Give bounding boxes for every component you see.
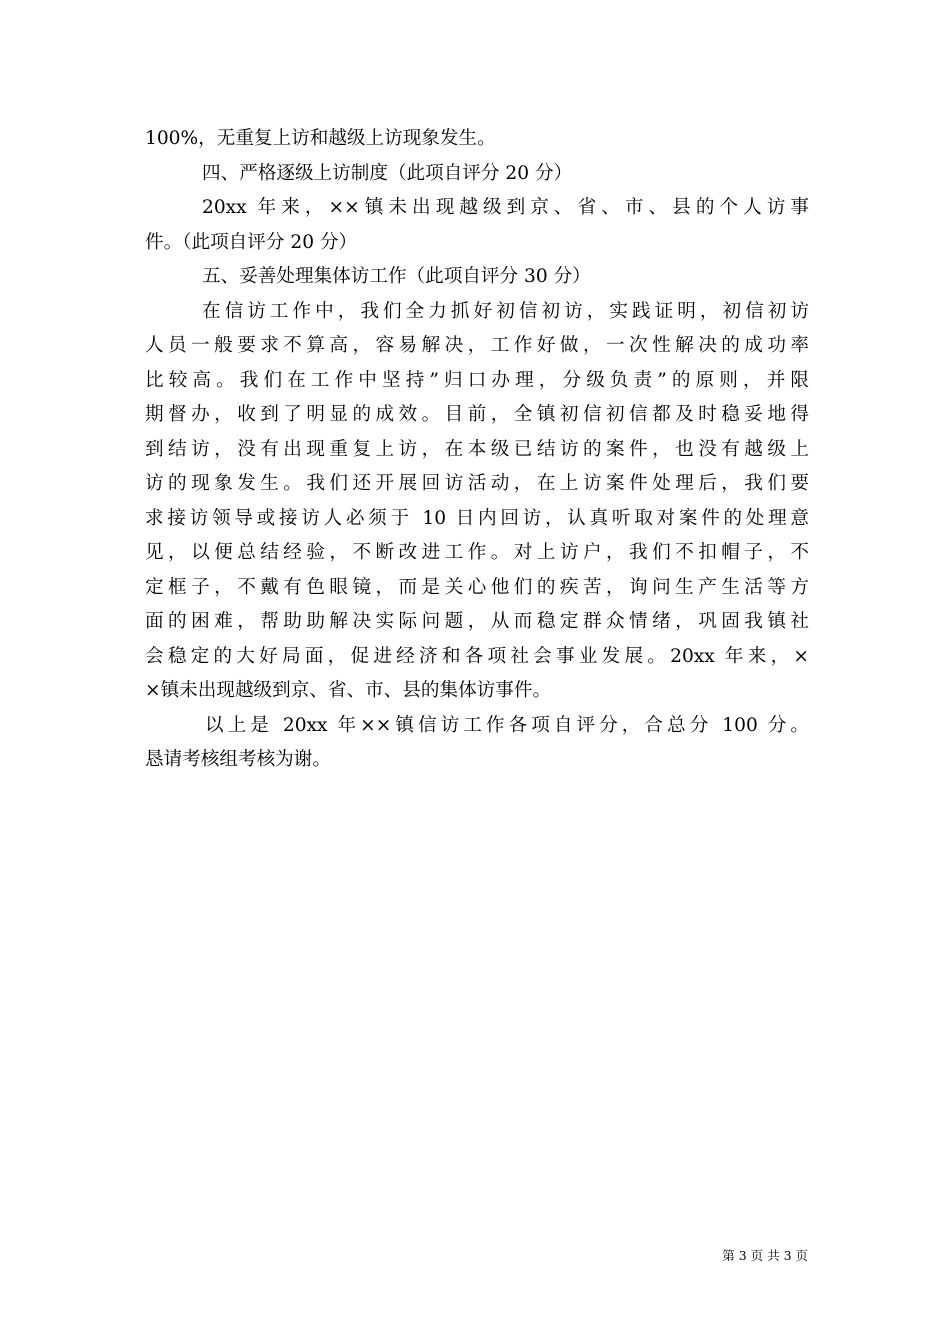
text-line: ×镇未出现越级到京、省、市、县的集体访事件。 xyxy=(145,680,552,701)
text-line: 比较高。我们在工作中坚持”归口办理，分级负责”的原则，并限 xyxy=(145,369,809,391)
text-line: 定框子，不戴有色眼镜，而是关心他们的疾苦，询问生产生活等方 xyxy=(145,576,809,598)
text-line: 件。（此项自评分 20 分） xyxy=(145,231,358,253)
text-line: 人员一般要求不算高，容易解决，工作好做，一次性解决的成功率 xyxy=(145,335,809,356)
text-line: 到结访，没有出现重复上访，在本级已结访的案件，也没有越级上 xyxy=(145,438,809,460)
text-line: 访的现象发生。我们还开展回访活动，在上访案件处理后，我们要 xyxy=(145,473,809,494)
text-line: 求接访领导或接访人必须于 10 日内回访，认真听取对案件的处理意 xyxy=(145,507,809,529)
section-heading: 五、妥善处理集体访工作（此项自评分 30 分） xyxy=(202,266,591,287)
document-body xyxy=(145,122,809,778)
page-number: 第 3 页 共 3 页 xyxy=(722,1248,808,1263)
text-line: 恳请考核组考核为谢。 xyxy=(145,749,331,770)
text-line: 20xx 年来，××镇未出现越级到京、省、市、县的个人访事 xyxy=(202,197,809,218)
text-line: 会稳定的大好局面，促进经济和各项社会事业发展。20xx 年来，× xyxy=(145,645,809,667)
text-line: 面的困难，帮助助解决实际问题，从而稳定群众情绪，巩固我镇社 xyxy=(145,611,809,632)
text-line: 以上是 20xx 年××镇信访工作各项自评分，合总分 100 分。 xyxy=(205,714,809,736)
text-line: 在信访工作中，我们全力抓好初信初访，实践证明，初信初访 xyxy=(202,300,809,322)
section-heading: 四、严格逐级上访制度（此项自评分 20 分） xyxy=(202,162,573,184)
text-line: 期督办，收到了明显的成效。目前，全镇初信初信都及时稳妥地得 xyxy=(145,404,809,425)
text-line: 见，以便总结经验，不断改进工作。对上访户，我们不扣帽子，不 xyxy=(145,542,809,563)
text-line: 100%，无重复上访和越级上访现象发生。 xyxy=(145,128,496,149)
